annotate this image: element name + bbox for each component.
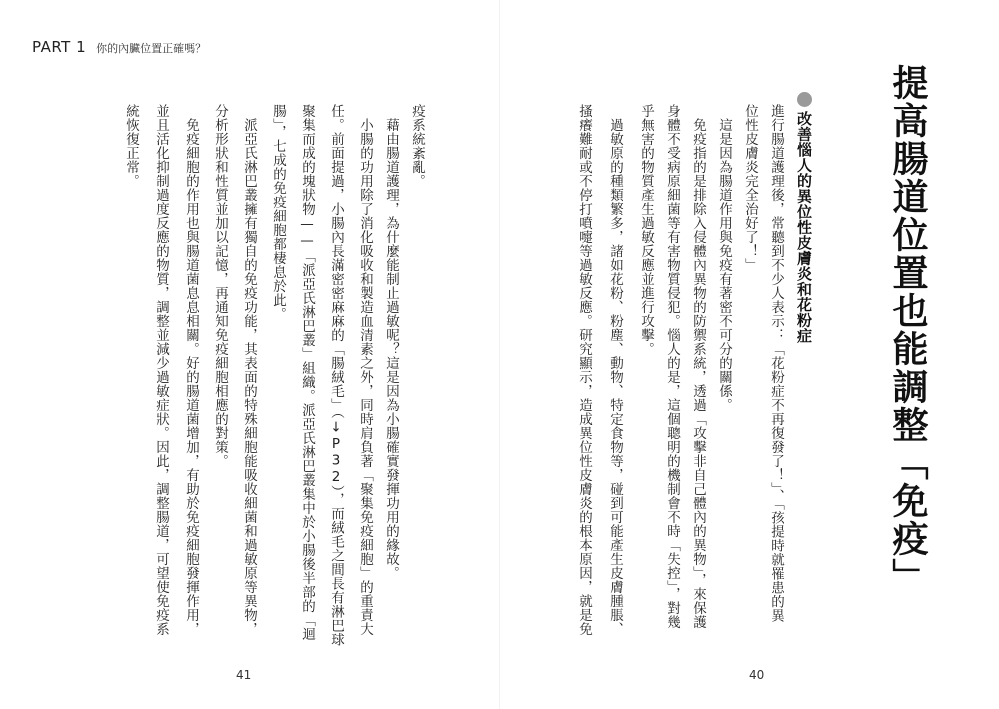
page-number-left: 41 xyxy=(236,668,252,682)
running-header xyxy=(32,38,206,56)
left-line-4: 任。前面提過，小腸內長滿密密麻麻的「腸絨毛」（↓P32），而絨毛之間長有淋巴球 xyxy=(328,104,344,647)
section-heading xyxy=(794,92,814,344)
left-line-1: 疫系統紊亂。 xyxy=(409,104,425,188)
chapter-title: 你的內臟位置正確嗎？ xyxy=(96,42,207,55)
right-line-6: 乎無害的物質產生過敏反應並進行攻擊。 xyxy=(638,104,654,356)
right-line-8: 搔癢難耐或不停打噴嚏等過敏反應。研究顯示，造成異位性皮膚炎的根本原因，就是免 xyxy=(576,104,592,636)
right-line-5: 身體不受病原細菌等有害物質侵犯。惱人的是，這個聰明的機制會不時「失控」，對幾 xyxy=(664,104,680,630)
left-line-5: 聚集而成的塊狀物——「派亞氏淋巴叢」組織。派亞氏淋巴叢集中於小腸後半部的「迴 xyxy=(299,104,315,641)
right-line-7: 過敏原的種類繁多，諸如花粉、粉塵、動物、特定食物等，碰到可能產生皮膚腫脹、 xyxy=(607,104,623,636)
left-line-6: 腸」，七成的免疫細胞都棲息於此。 xyxy=(270,104,286,322)
bullet-dot-icon xyxy=(797,92,812,107)
left-line-7: 派亞氏淋巴叢擁有獨自的免疫功能，其表面的特殊細胞能吸收細菌和過敏原等異物， xyxy=(241,104,257,636)
left-line-3: 小腸的功用除了消化吸收和製造血清素之外，同時肩負著「聚集免疫細胞」的重責大 xyxy=(357,104,373,636)
left-line-8: 分析形狀和性質並加以記憶，再通知免疫細胞相應的對策。 xyxy=(212,104,228,468)
page-gutter xyxy=(499,0,500,709)
left-line-10: 並且活化抑制過度反應的物質，調整並減少過敏症狀。因此，調整腸道，可望使免疫系 xyxy=(153,104,169,636)
right-line-4: 免疫指的是排除入侵體內異物的防禦系統，透過「攻擊非自己體內的異物」，來保護 xyxy=(690,104,706,630)
left-line-11: 統恢復正常。 xyxy=(123,104,139,188)
right-line-3: 這是因為腸道作用與免疫有著密不可分的關係。 xyxy=(716,104,732,412)
part-label: PART 1 xyxy=(32,38,87,56)
section-heading-text: 改善惱人的異位性皮膚炎和花粉症 xyxy=(795,111,813,344)
right-line-1: 進行腸道護理後，常聽到不少人表示：「花粉症不再復發了！」、「孩提時就罹患的異 xyxy=(768,104,784,623)
page-main-title: 提高腸道位置也能調整「免疫」 xyxy=(887,64,928,596)
right-line-2: 位性皮膚炎完全治好了！」 xyxy=(742,104,758,272)
page-number-right: 40 xyxy=(749,668,765,682)
left-line-9: 免疫細胞的作用也與腸道菌息息相關。好的腸道菌增加，有助於免疫細胞發揮作用， xyxy=(183,104,199,636)
left-line-2: 藉由腸道護理，為什麼能制止過敏呢？這是因為小腸確實發揮功用的緣故。 xyxy=(383,104,399,580)
